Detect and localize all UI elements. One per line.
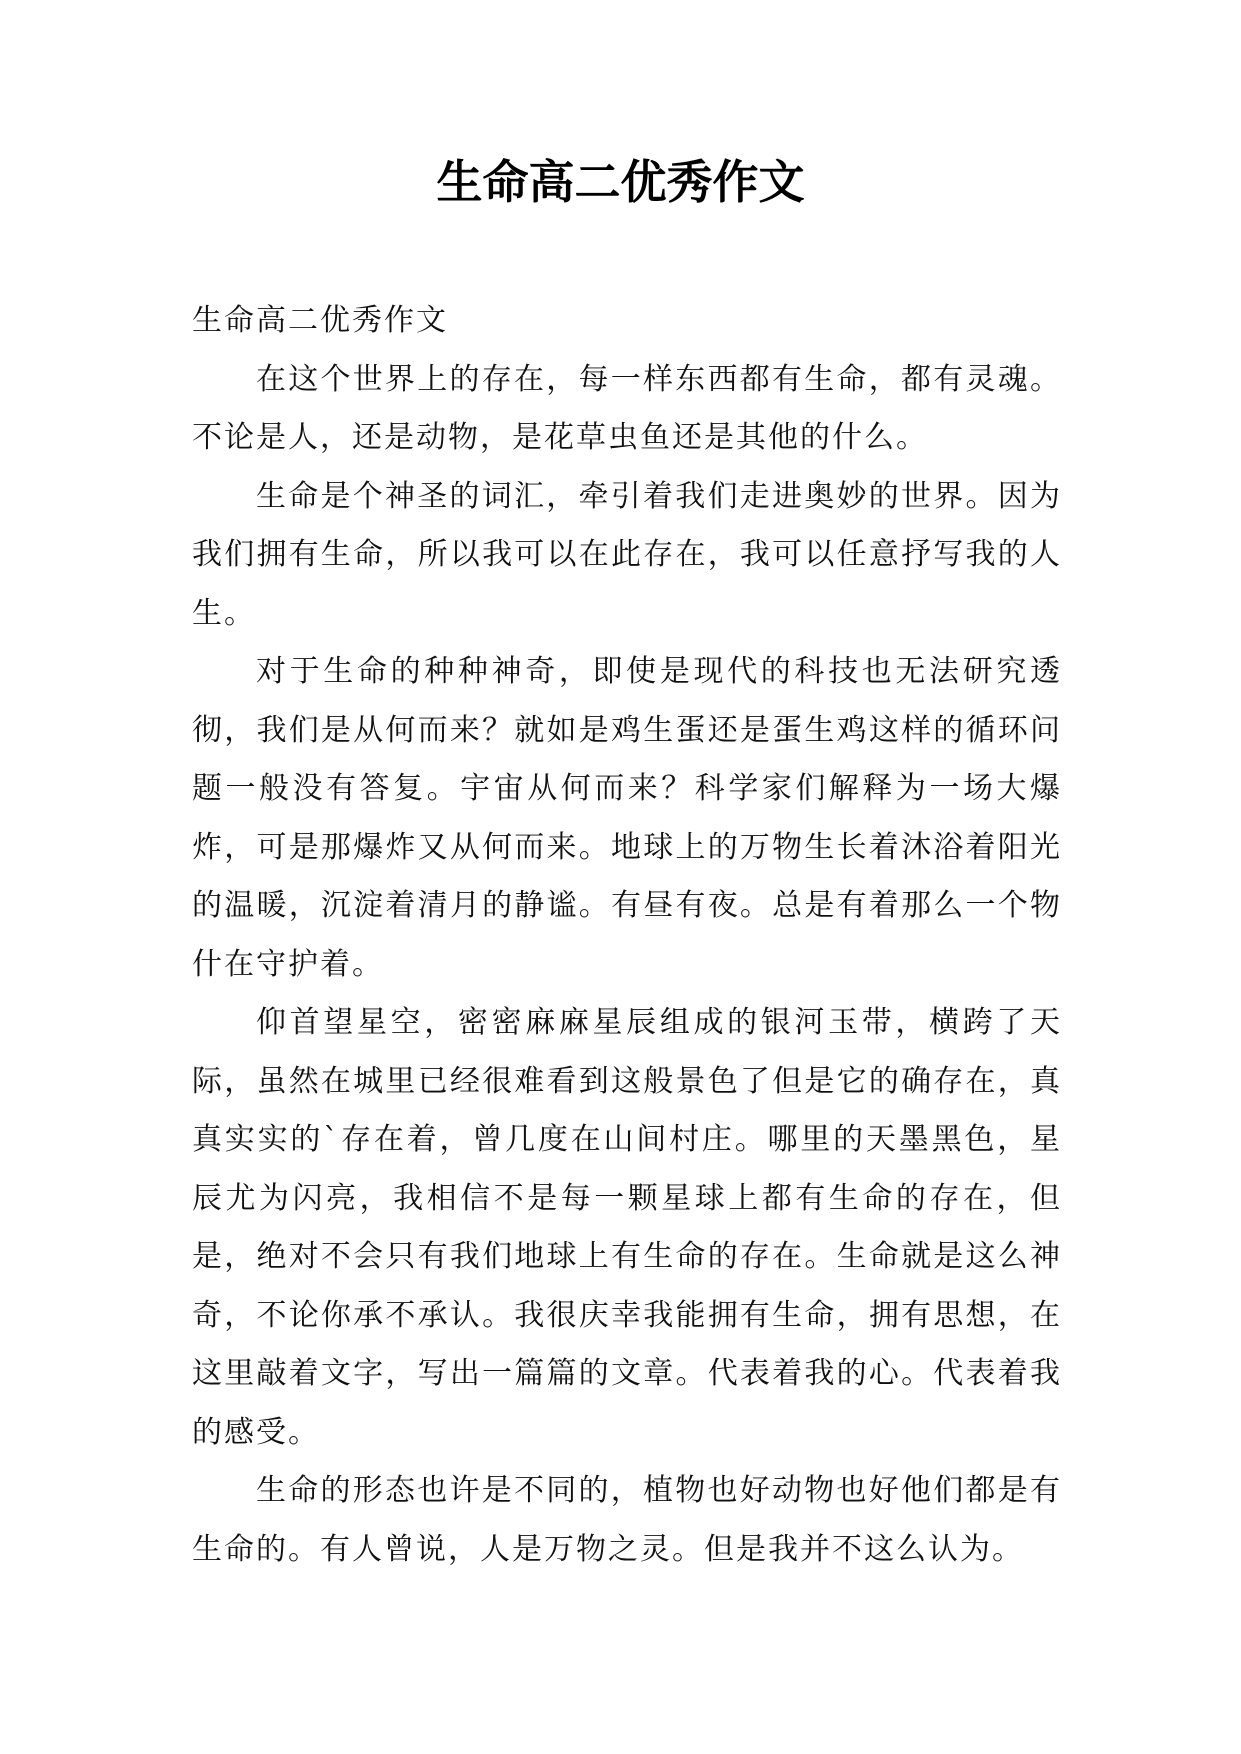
page-title: 生命高二优秀作文 xyxy=(436,155,805,209)
paragraph: 对于生命的种种神奇，即使是现代的科技也无法研究透彻，我们是从何而来？就如是鸡生蛋还是蛋生鸡这样的循环问题一般没有答复。宇宙从何而来？科学家们解释为一场大爆炸，可是那爆炸又从何而来。地球上的万物生长着沐浴着阳光的温暖，沉淀着清月的静谧。有昼有夜。总是有着那么一个物什在守护着。 xyxy=(192,654,1062,982)
document-body xyxy=(192,292,1062,1579)
paragraph: 生命是个神圣的词汇，牵引着我们走进奥妙的世界。因为我们拥有生命，所以我可以在此存在，我可以任意抒写我的人生。 xyxy=(192,478,1062,631)
subtitle-line: 生命高二优秀作文 xyxy=(192,303,448,338)
paragraph: 生命的形态也许是不同的，植物也好动物也好他们都是有生命的。有人曾说，人是万物之灵。但是我并不这么认为。 xyxy=(192,1473,1062,1567)
paragraph: 在这个世界上的存在，每一样东西都有生命，都有灵魂。不论是人，还是动物，是花草虫鱼还是其他的什么。 xyxy=(192,361,1062,455)
paragraph: 仰首望星空，密密麻麻星辰组成的银河玉带，横跨了天际，虽然在城里已经很难看到这般景色了但是它的确存在，真真实实的`存在着，曾几度在山间村庄。哪里的天墨黑色，星辰尤为闪亮，我相信不是每一颗星球上都有生命的存在，但是，绝对不会只有我们地球上有生命的存在。生命就是这么神奇，不论你承不承认。我很庆幸我能拥有生命，拥有思想，在这里敲着文字，写出一篇篇的文章。代表着我的心。代表着我的感受。 xyxy=(192,1005,1062,1450)
